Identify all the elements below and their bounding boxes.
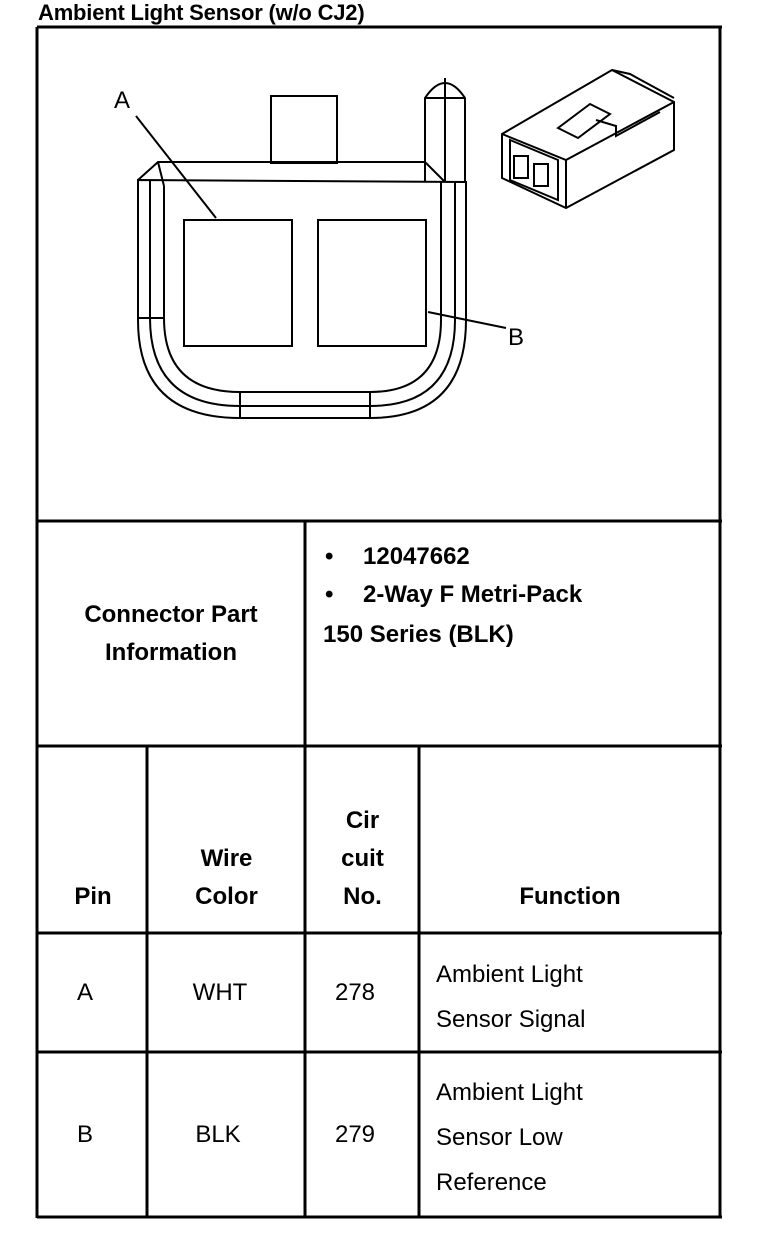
- row-b-function-line3: Reference: [436, 1169, 547, 1196]
- header-pin: Pin: [74, 883, 112, 910]
- row-a-pin: A: [76, 979, 93, 1006]
- bullet-dot: •: [325, 581, 334, 608]
- header-wire-color: [149, 840, 304, 916]
- row-b-function: [436, 1070, 583, 1205]
- connector-info-label: [40, 596, 302, 672]
- header-circuit-line1: Cir: [345, 807, 380, 834]
- header-wire-color-line1: Wire: [200, 845, 253, 872]
- row-b-function-line2: Sensor Low: [436, 1124, 563, 1151]
- connector-type: 2-Way F Metri-Pack: [363, 581, 583, 608]
- connector-3d-icon: [502, 70, 674, 208]
- pin-a-label: A: [114, 87, 131, 114]
- page-title: Ambient Light Sensor (w/o CJ2): [38, 0, 365, 25]
- row-b-wire: BLK: [195, 1121, 241, 1148]
- connector-info-label-line1: Connector Part: [84, 601, 258, 628]
- row-a-circuit: 278: [334, 979, 376, 1006]
- connector-info-label-line2: Information: [105, 639, 237, 666]
- part-number-bullet: [325, 538, 470, 576]
- connector-type-bullet: [325, 576, 582, 614]
- connector-series: 150 Series (BLK): [323, 621, 514, 648]
- row-b-pin: B: [76, 1121, 93, 1148]
- pin-b-label: B: [508, 324, 525, 351]
- header-wire-color-line2: Color: [195, 883, 258, 910]
- row-a-function: [436, 952, 585, 1042]
- bullet-dot: •: [325, 543, 334, 570]
- header-circuit-line2: cuit: [341, 845, 384, 872]
- row-b-circuit: 279: [334, 1121, 376, 1148]
- part-number: 12047662: [363, 543, 470, 570]
- row-a-function-line1: Ambient Light: [436, 961, 583, 988]
- connector-face: [136, 78, 506, 418]
- row-b-function-line1: Ambient Light: [436, 1079, 583, 1106]
- header-circuit-line3: No.: [343, 883, 382, 910]
- header-function: Function: [519, 883, 621, 910]
- row-a-function-line2: Sensor Signal: [436, 1006, 586, 1033]
- header-circuit-number: [307, 802, 418, 916]
- row-a-wire: WHT: [192, 979, 248, 1006]
